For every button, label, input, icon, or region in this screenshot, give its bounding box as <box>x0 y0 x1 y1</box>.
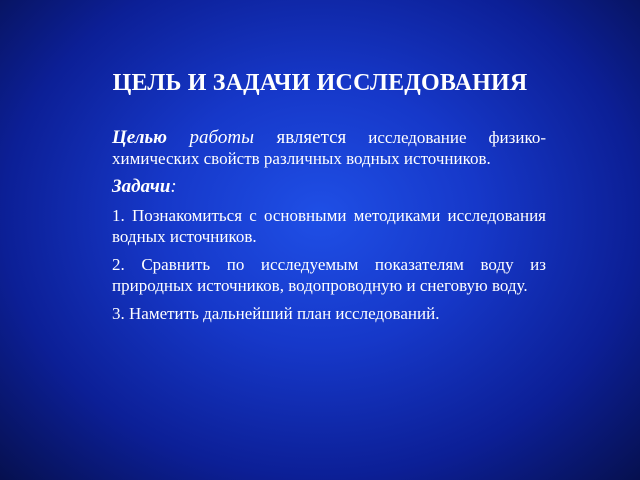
slide-content <box>112 127 546 331</box>
goal-text: исследование физико-химических свойств различных водных источников. <box>112 128 546 168</box>
goal-term: Целью <box>112 127 168 148</box>
tasks-heading-text: Задачи <box>112 176 171 197</box>
goal-italic-word: работы <box>167 127 254 148</box>
tasks-heading <box>112 176 546 197</box>
task-item-1: 1. Познакомиться с основными методиками исследования водных источников. <box>112 206 546 246</box>
task-item-3: 3. Наметить дальнейший план исследований. <box>112 304 440 323</box>
goal-verb: является <box>253 127 347 148</box>
tasks-heading-colon: : <box>170 176 177 197</box>
task-item-2: 2. Сравнить по исследуемым показателям воду из природных источников, водопроводную и снеговую воду. <box>112 255 546 295</box>
slide-title: ЦЕЛЬ И ЗАДАЧИ ИССЛЕДОВАНИЯ <box>112 70 528 96</box>
goal-paragraph <box>112 127 546 169</box>
